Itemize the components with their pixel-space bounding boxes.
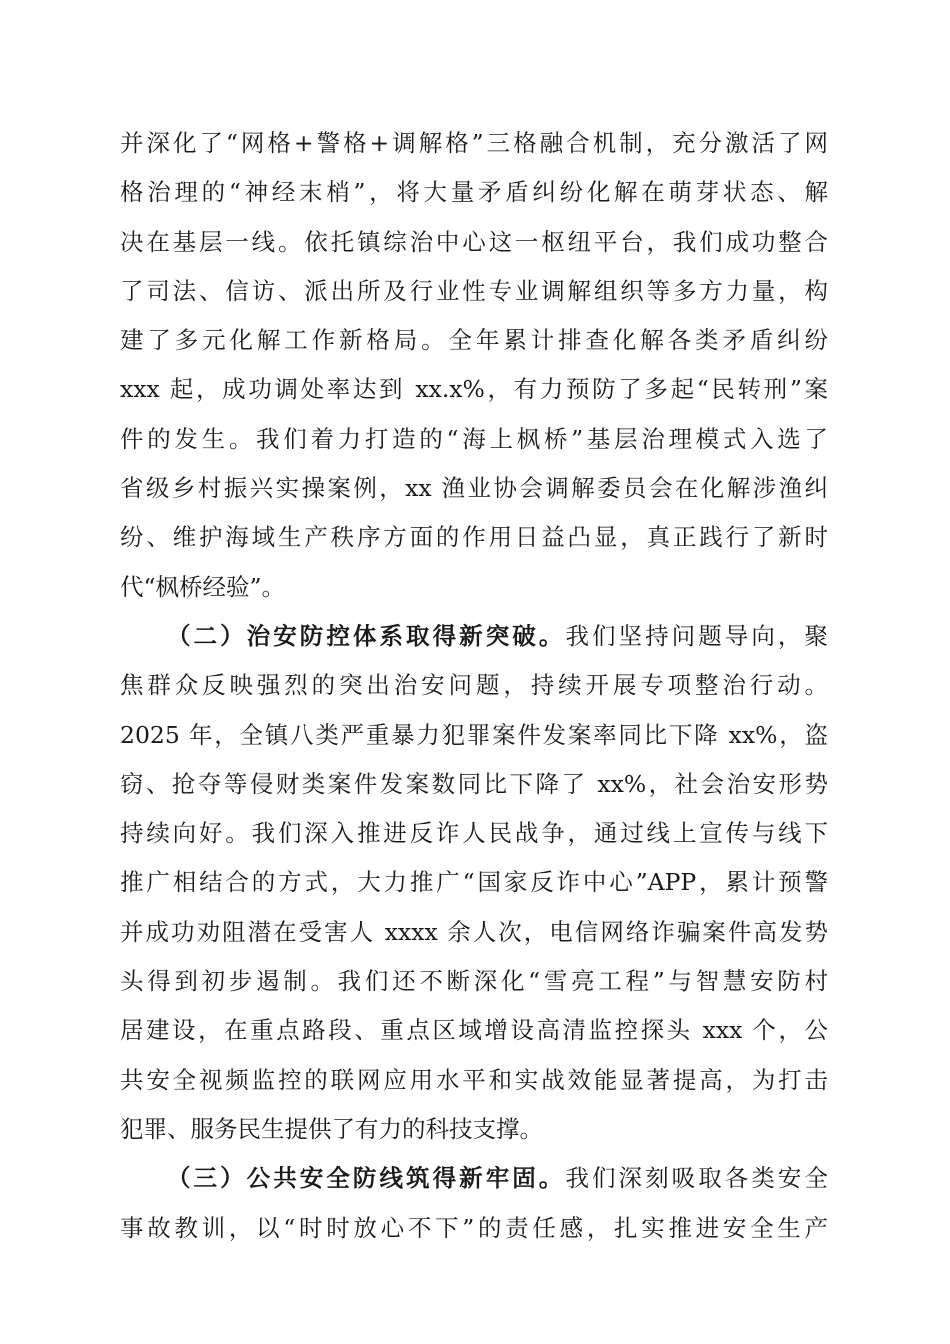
- text-line: 推广相结合的方式，大力推广“国家反诈中心”APP，累计预警: [120, 868, 828, 897]
- section-heading: （三）公共安全防线筑得新牢固。: [167, 1164, 566, 1193]
- text-line: 纷、维护海域生产秩序方面的作用日益凸显，真正践行了新时: [120, 523, 828, 552]
- text-line-first: [120, 612, 828, 661]
- document-page: [120, 119, 828, 1253]
- text-line-first: [120, 1154, 828, 1203]
- text-line: 并成功劝阻潜在受害人 xxxx 余人次，电信网络诈骗案件高发势: [120, 917, 828, 946]
- text-line: 事故教训，以“时时放心不下”的责任感，扎实推进安全生产: [120, 1213, 828, 1242]
- text-line: 决在基层一线。依托镇综治中心这一枢纽平台，我们成功整合: [120, 227, 828, 256]
- text-line: 犯罪、服务民生提供了有力的科技支撑。: [120, 1114, 543, 1143]
- text-line: 建了多元化解工作新格局。全年累计排查化解各类矛盾纠纷: [120, 326, 828, 355]
- text-line: 头得到初步遏制。我们还不断深化“雪亮工程”与智慧安防村: [120, 967, 828, 996]
- text-line: 持续向好。我们深入推进反诈人民战争，通过线上宣传与线下: [120, 819, 828, 848]
- text-line: 格治理的“神经末梢”，将大量矛盾纠纷化解在萌芽状态、解: [120, 178, 828, 207]
- section-heading: （二）治安防控体系取得新突破。: [167, 621, 566, 650]
- text-line: 共安全视频监控的联网应用水平和实战效能显著提高，为打击: [120, 1065, 828, 1094]
- paragraph-2: [120, 612, 828, 1154]
- text-line: 居建设，在重点路段、重点区域增设高清监控探头 xxx 个，公: [120, 1016, 828, 1045]
- text-line: 了司法、信访、派出所及行业性专业调解组织等多方力量，构: [120, 276, 828, 305]
- text-line: 窃、抢夺等侵财类案件发案数同比下降了 xx%，社会治安形势: [120, 769, 828, 798]
- text-line: 省级乡村振兴实操案例，xx 渔业协会调解委员会在化解涉渔纠: [120, 474, 828, 503]
- text-line: 焦群众反映强烈的突出治安问题，持续开展专项整治行动。: [120, 671, 828, 700]
- text-run: 我们深刻吸取各类安全: [565, 1164, 828, 1193]
- text-run: 我们坚持问题导向，聚: [565, 621, 828, 650]
- text-line: 件的发生。我们着力打造的“海上枫桥”基层治理模式入选了: [120, 424, 828, 453]
- text-line: 代“枫桥经验”。: [120, 572, 286, 601]
- paragraph-3: [120, 1154, 828, 1253]
- text-line: xxx 起，成功调处率达到 xx.x%，有力预防了多起“民转刑”案: [120, 375, 828, 404]
- text-line: 2025 年，全镇八类严重暴力犯罪案件发案率同比下降 xx%，盗: [120, 720, 828, 749]
- paragraph-1: [120, 119, 828, 612]
- text-line: 并深化了“网格+警格+调解格”三格融合机制，充分激活了网: [120, 129, 828, 157]
